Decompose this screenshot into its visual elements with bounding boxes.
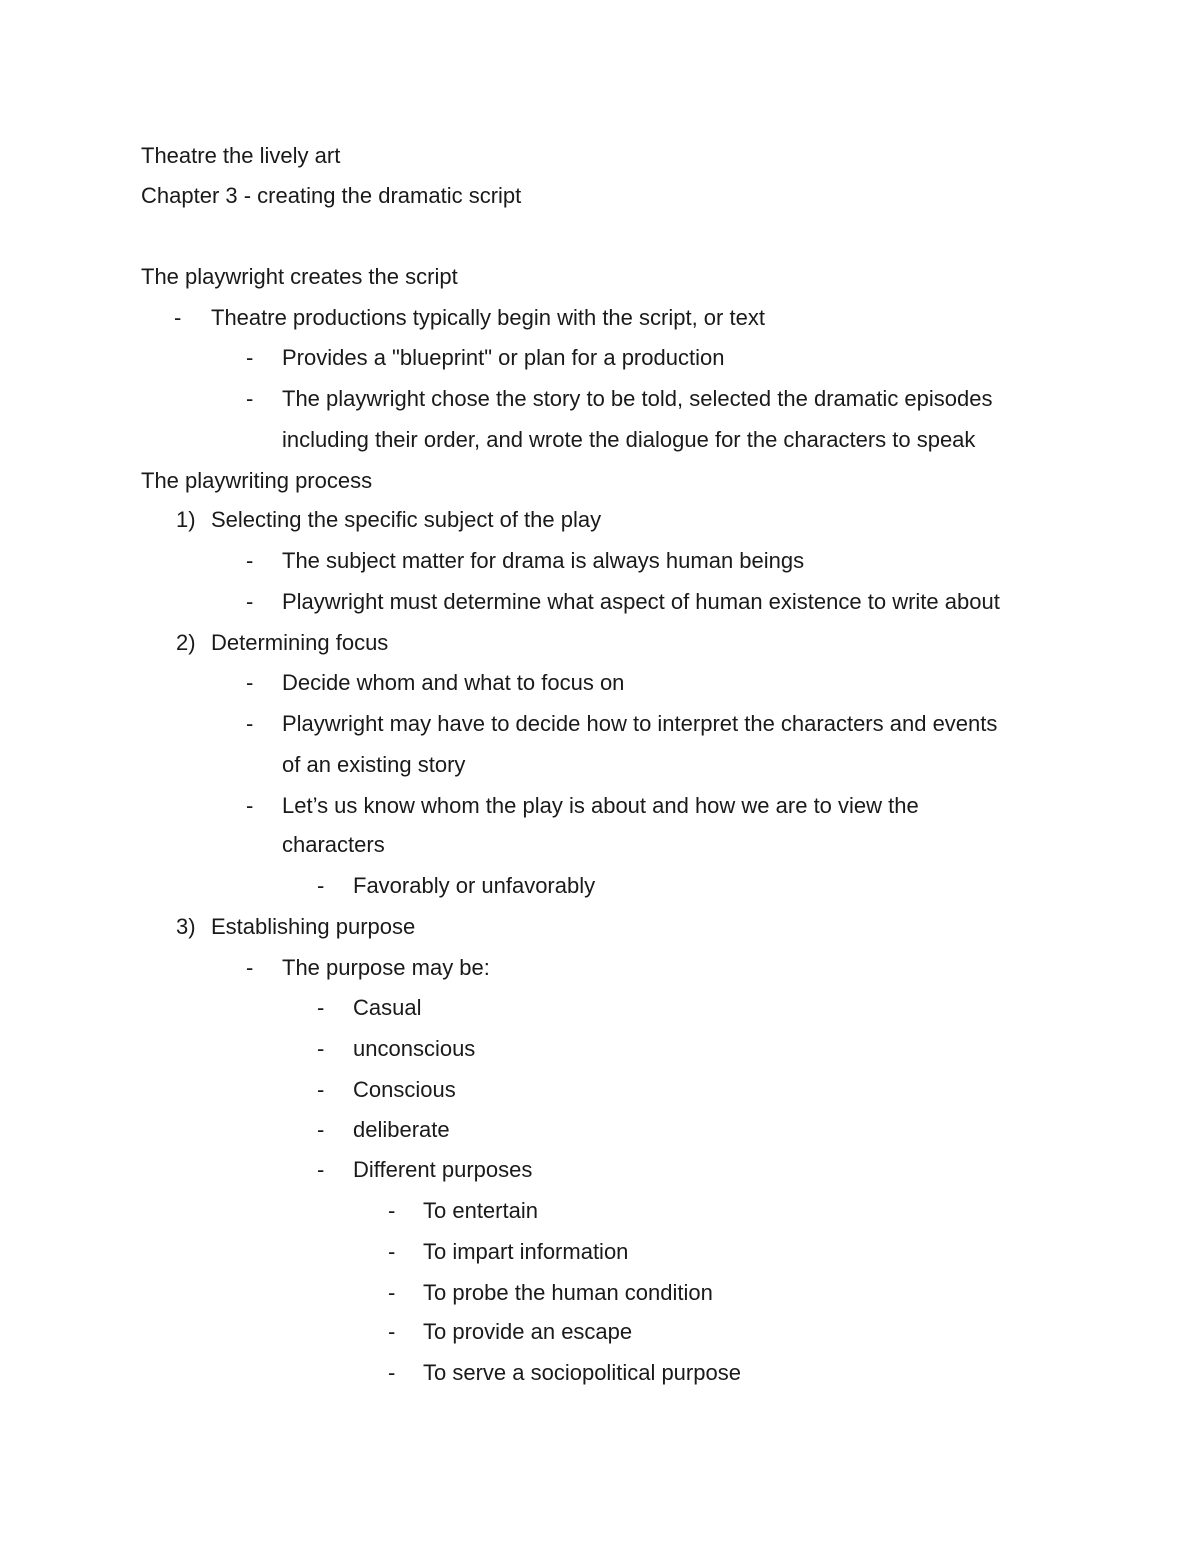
section-heading: The playwriting process <box>141 468 373 493</box>
list-item: To serve a sociopolitical purpose <box>423 1360 741 1385</box>
bullet-dash: - <box>246 345 254 370</box>
bullet-dash: - <box>388 1280 396 1305</box>
bullet-dash: - <box>388 1198 396 1223</box>
bullet-dash: - <box>317 1157 325 1182</box>
list-item: To probe the human condition <box>423 1280 713 1305</box>
step-number: 2) <box>176 630 196 655</box>
bullet-dash: - <box>317 995 325 1020</box>
bullet-dash: - <box>317 1077 325 1102</box>
bullet-dash: - <box>246 955 254 980</box>
list-item: The subject matter for drama is always human beings <box>282 548 805 573</box>
list-item: Playwright may have to decide how to interpret the characters and events <box>282 711 998 736</box>
bullet-dash: - <box>246 670 254 695</box>
bullet-dash: - <box>317 1117 325 1142</box>
step-label: Establishing purpose <box>211 914 416 939</box>
bullet-dash: - <box>246 548 254 573</box>
bullet-dash: - <box>388 1319 396 1344</box>
list-item: To impart information <box>423 1239 629 1264</box>
list-item: Favorably or unfavorably <box>353 873 596 898</box>
bullet-dash: - <box>388 1360 396 1385</box>
bullet-dash: - <box>317 873 325 898</box>
bullet-dash: - <box>246 793 254 818</box>
list-item: Conscious <box>353 1077 456 1102</box>
bullet-dash: - <box>174 305 182 330</box>
list-item: Theatre productions typically begin with the script, or text <box>211 305 765 330</box>
list-item: Provides a "blueprint" or plan for a production <box>282 345 725 370</box>
list-item: unconscious <box>353 1036 476 1061</box>
step-label: Selecting the specific subject of the play <box>211 507 602 532</box>
list-item: deliberate <box>353 1117 450 1142</box>
step-label: Determining focus <box>211 630 389 655</box>
section-heading: The playwright creates the script <box>141 264 458 289</box>
list-item: The playwright chose the story to be told, selected the dramatic episodes <box>282 386 993 411</box>
step-number: 3) <box>176 914 196 939</box>
bullet-dash: - <box>388 1239 396 1264</box>
document-title: Theatre the lively art <box>141 143 341 168</box>
list-item: Let’s us know whom the play is about and how we are to view the <box>282 793 919 818</box>
list-item: Different purposes <box>353 1157 533 1182</box>
list-item: Playwright must determine what aspect of human existence to write about <box>282 589 1000 614</box>
list-item: To provide an escape <box>423 1319 633 1344</box>
bullet-dash: - <box>246 711 254 736</box>
list-item-continuation: characters <box>282 832 385 857</box>
bullet-dash: - <box>246 386 254 411</box>
chapter-title: Chapter 3 - creating the dramatic script <box>141 183 522 208</box>
bullet-dash: - <box>317 1036 325 1061</box>
list-item-continuation: of an existing story <box>282 752 466 777</box>
list-item: To entertain <box>423 1198 538 1223</box>
bullet-dash: - <box>246 589 254 614</box>
list-item: Casual <box>353 995 422 1020</box>
step-number: 1) <box>176 507 196 532</box>
list-item: Decide whom and what to focus on <box>282 670 625 695</box>
list-item: The purpose may be: <box>282 955 490 980</box>
list-item-continuation: including their order, and wrote the dialogue for the characters to speak <box>282 427 976 452</box>
